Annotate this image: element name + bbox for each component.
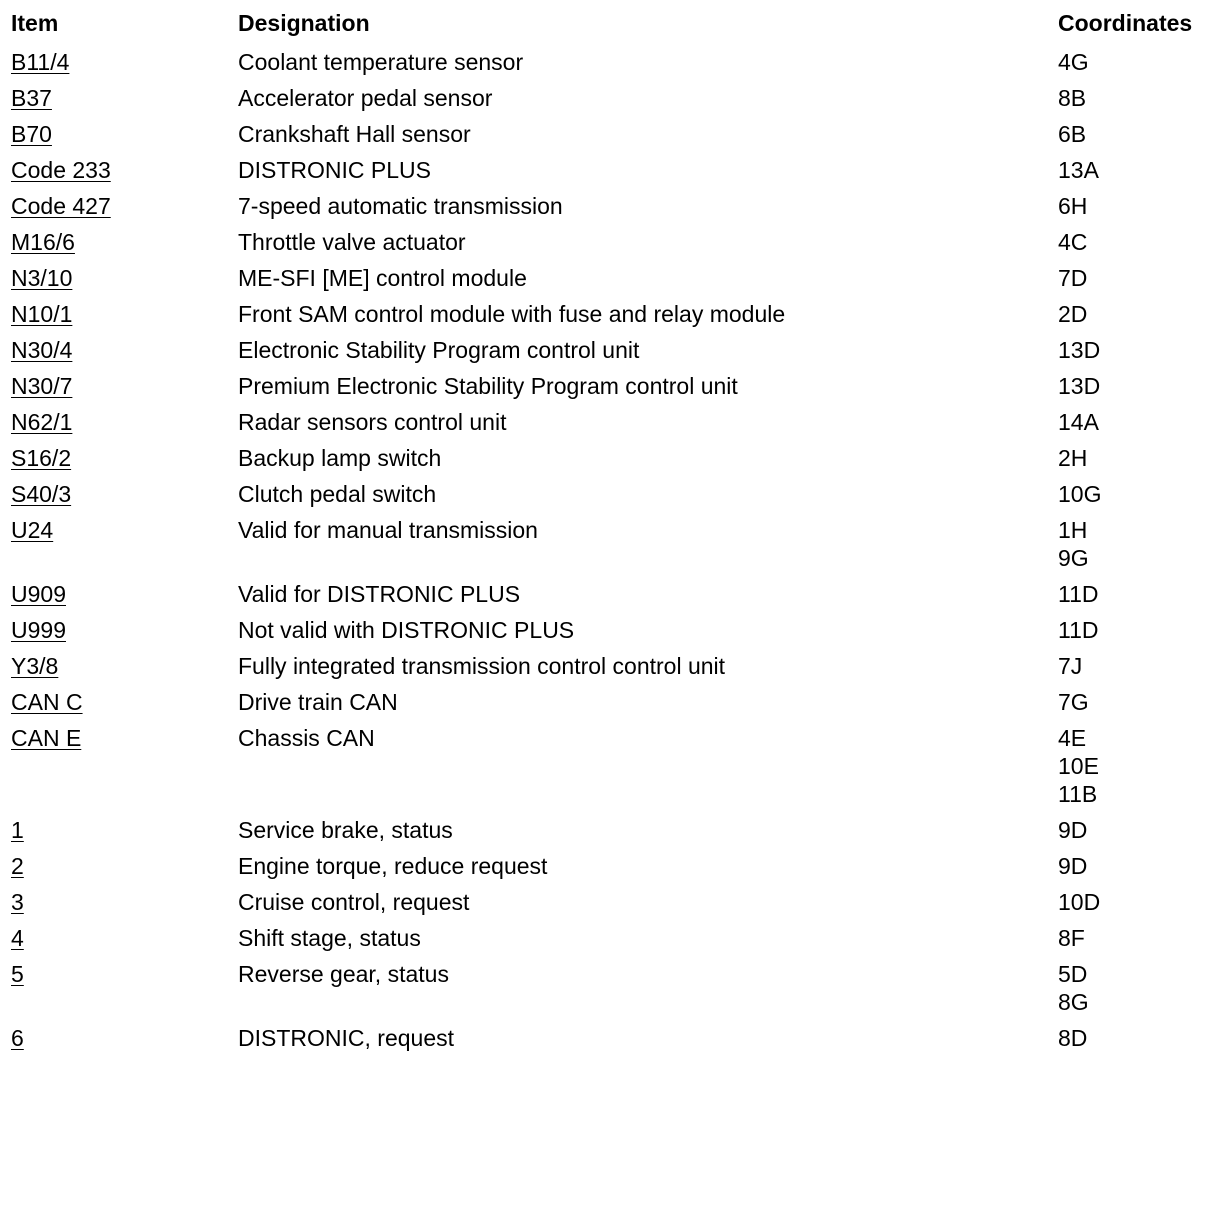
designation-cell: DISTRONIC, request [238,1025,454,1051]
table-row [11,716,1211,808]
designation-cell: Fully integrated transmission control control unit [238,653,726,679]
table-row [11,572,1211,608]
designation-cell: Valid for DISTRONIC PLUS [238,581,521,607]
coordinate-value: 8F [1058,925,1085,951]
item-link[interactable]: 1 [11,817,24,843]
coordinate-value: 9D [1058,817,1088,843]
item-cell [11,852,238,880]
coordinates-cell [1058,408,1211,436]
coordinates-cell [1058,724,1211,808]
item-cell [11,888,238,916]
coordinates-cell [1058,1024,1211,1052]
designation-cell: Service brake, status [238,817,453,843]
item-cell [11,616,238,644]
item-link[interactable]: Y3/8 [11,653,59,679]
item-link[interactable]: S40/3 [11,481,72,507]
table-row [11,148,1211,184]
table-row [11,364,1211,400]
coordinates-cell [1058,228,1211,256]
item-cell [11,480,238,508]
item-link[interactable]: Code 427 [11,193,111,219]
table-row [11,808,1211,844]
coordinate-value: 10D [1058,889,1101,915]
designation-cell: Cruise control, request [238,889,470,915]
item-column-header: Item [11,10,59,36]
item-cell [11,1024,238,1052]
item-link[interactable]: 3 [11,889,24,915]
coordinates-cell [1058,120,1211,148]
coordinate-value: 6B [1058,121,1087,147]
table-header [11,6,1211,40]
coordinate-value: 2H [1058,445,1088,471]
designation-cell: Engine torque, reduce request [238,853,548,879]
item-link[interactable]: B70 [11,121,52,147]
table-row [11,916,1211,952]
designation-column-header: Designation [238,10,370,36]
legend-table [11,6,1211,1052]
coordinate-value: 7G [1058,689,1089,715]
coordinates-cell [1058,924,1211,952]
coordinate-value: 7D [1058,265,1088,291]
table-row [11,508,1211,572]
table-row [11,76,1211,112]
coordinates-cell [1058,888,1211,916]
designation-cell: Coolant temperature sensor [238,49,524,75]
table-row [11,680,1211,716]
table-row [11,1016,1211,1052]
coordinate-value: 13D [1058,373,1101,399]
coordinate-value: 4G [1058,49,1089,75]
designation-cell: Valid for manual transmission [238,517,538,543]
table-row [11,644,1211,680]
coordinate-value: 13D [1058,337,1101,363]
coordinate-value: 14A [1058,409,1099,435]
designation-cell: Chassis CAN [238,725,375,751]
item-cell [11,960,238,1016]
table-row [11,112,1211,148]
designation-cell: Front SAM control module with fuse and relay module [238,301,786,327]
coordinates-cell [1058,336,1211,364]
item-cell [11,816,238,844]
designation-cell: Premium Electronic Stability Program control unit [238,373,738,399]
table-body [11,40,1211,1052]
item-cell [11,336,238,364]
coordinate-value: 1H [1058,517,1088,543]
item-cell [11,688,238,716]
item-cell [11,516,238,572]
designation-cell: ME-SFI [ME] control module [238,265,527,291]
coordinates-cell [1058,960,1211,1016]
item-cell [11,652,238,680]
item-cell [11,156,238,184]
coordinates-cell [1058,444,1211,472]
table-row [11,220,1211,256]
item-link[interactable]: U909 [11,581,66,607]
item-link[interactable]: N30/4 [11,337,73,363]
item-link[interactable]: 6 [11,1025,24,1051]
coordinates-cell [1058,264,1211,292]
table-row [11,184,1211,220]
item-link[interactable]: N10/1 [11,301,73,327]
designation-cell: DISTRONIC PLUS [238,157,431,183]
item-link[interactable]: N30/7 [11,373,73,399]
item-cell [11,300,238,328]
item-link[interactable]: U999 [11,617,66,643]
coordinate-value: 5D [1058,961,1088,987]
coordinates-cell [1058,48,1211,76]
table-row [11,880,1211,916]
coordinate-value: 7J [1058,653,1083,679]
coordinate-value: 10G [1058,481,1102,507]
coordinate-value: 8B [1058,85,1087,111]
coordinate-value: 4E [1058,725,1087,751]
coordinates-cell [1058,480,1211,508]
item-link[interactable]: U24 [11,517,54,543]
item-cell [11,924,238,952]
coordinate-value: 11D [1058,581,1099,607]
coordinate-value: 11B [1058,781,1098,807]
item-cell [11,120,238,148]
table-row [11,436,1211,472]
coordinates-cell [1058,192,1211,220]
coordinates-cell [1058,616,1211,644]
item-link[interactable]: N62/1 [11,409,73,435]
item-link[interactable]: Code 233 [11,157,111,183]
item-link[interactable]: N3/10 [11,265,73,291]
table-row [11,328,1211,364]
table-row [11,40,1211,76]
item-link[interactable]: 4 [11,925,24,951]
item-cell [11,228,238,256]
item-cell [11,580,238,608]
coordinates-cell [1058,688,1211,716]
coordinate-value: 9D [1058,853,1088,879]
designation-cell: Backup lamp switch [238,445,442,471]
table-row [11,952,1211,1016]
designation-cell: Accelerator pedal sensor [238,85,493,111]
item-link[interactable]: B11/4 [11,49,70,75]
designation-cell: Reverse gear, status [238,961,449,987]
item-cell [11,372,238,400]
table-row [11,844,1211,880]
coordinate-value: 9G [1058,545,1089,571]
item-link[interactable]: 2 [11,853,24,879]
item-cell [11,724,238,808]
table-row [11,400,1211,436]
item-cell [11,192,238,220]
designation-cell: Drive train CAN [238,689,398,715]
coordinates-cell [1058,816,1211,844]
item-link[interactable]: CAN C [11,689,83,715]
item-cell [11,48,238,76]
designation-cell: 7-speed automatic transmission [238,193,563,219]
designation-cell: Shift stage, status [238,925,421,951]
coordinates-cell [1058,652,1211,680]
coordinates-cell [1058,372,1211,400]
item-link[interactable]: S16/2 [11,445,72,471]
item-link[interactable]: B37 [11,85,52,111]
designation-cell: Not valid with DISTRONIC PLUS [238,617,575,643]
coordinates-cell [1058,580,1211,608]
designation-cell: Electronic Stability Program control unit [238,337,640,363]
coordinate-value: 6H [1058,193,1088,219]
designation-cell: Throttle valve actuator [238,229,466,255]
coordinates-cell [1058,300,1211,328]
coordinates-cell [1058,156,1211,184]
item-link[interactable]: M16/6 [11,229,75,255]
designation-cell: Crankshaft Hall sensor [238,121,471,147]
coordinate-value: 10E [1058,753,1099,779]
item-link[interactable]: CAN E [11,725,82,751]
coordinates-cell [1058,516,1211,572]
designation-cell: Radar sensors control unit [238,409,507,435]
item-cell [11,264,238,292]
item-cell [11,444,238,472]
coordinate-value: 2D [1058,301,1088,327]
item-link[interactable]: 5 [11,961,24,987]
designation-cell: Clutch pedal switch [238,481,437,507]
coordinates-cell [1058,852,1211,880]
coordinate-value: 8D [1058,1025,1088,1051]
coordinate-value: 4C [1058,229,1088,255]
table-row [11,292,1211,328]
table-row [11,472,1211,508]
coordinate-value: 11D [1058,617,1099,643]
table-row [11,608,1211,644]
coordinates-cell [1058,84,1211,112]
table-row [11,256,1211,292]
item-cell [11,408,238,436]
coordinate-value: 8G [1058,989,1089,1015]
item-cell [11,84,238,112]
coordinates-column-header: Coordinates [1058,10,1193,36]
coordinate-value: 13A [1058,157,1099,183]
